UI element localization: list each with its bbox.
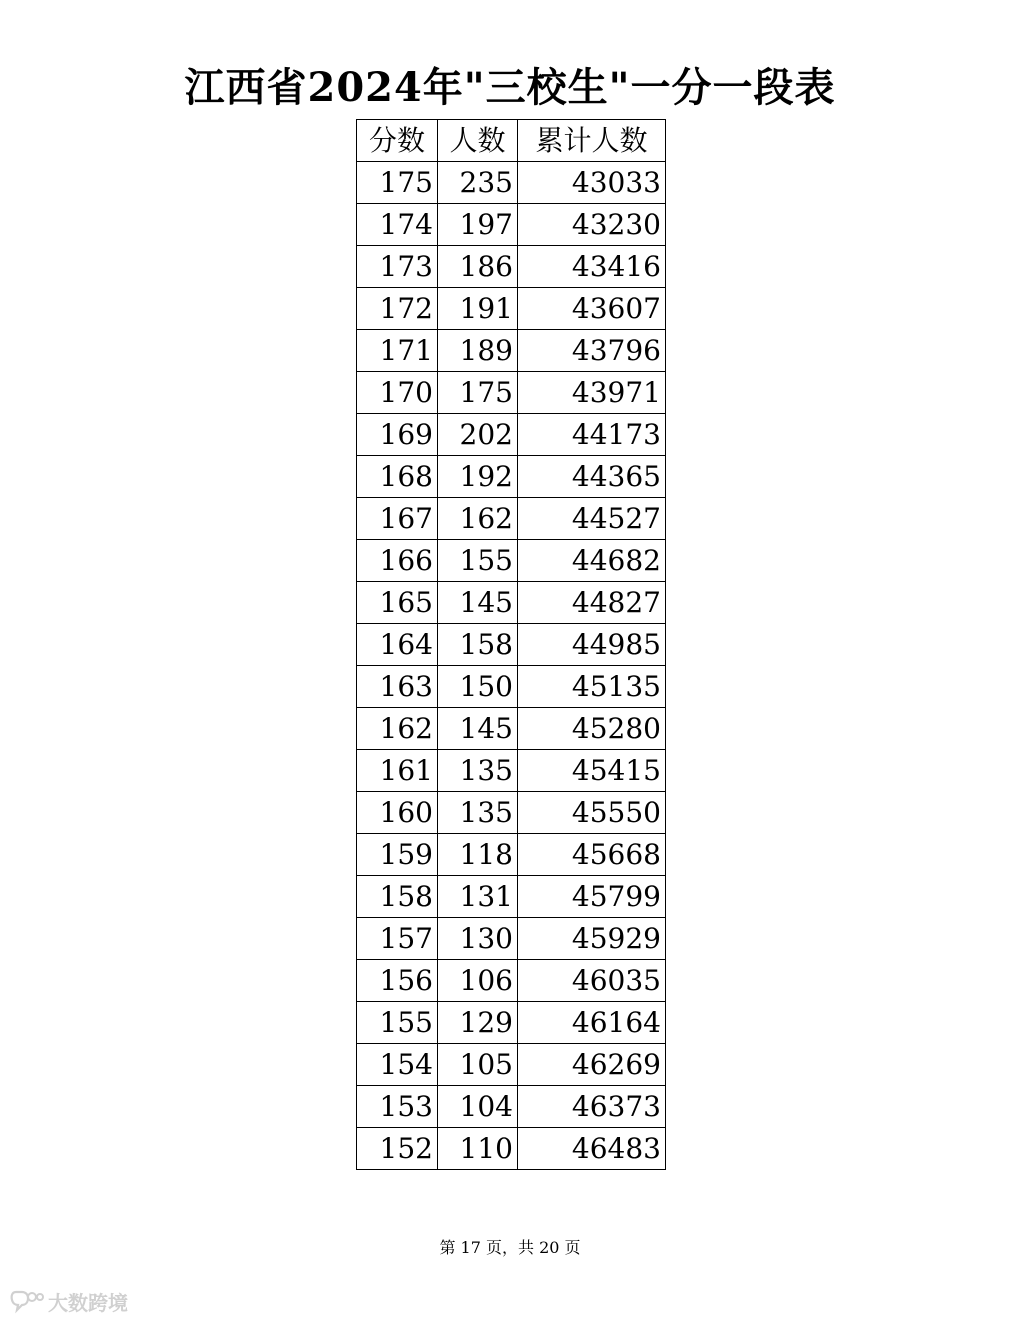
table-row [357, 750, 666, 792]
cell-cumulative: 45668 [518, 834, 666, 876]
score-distribution-table [356, 119, 666, 1170]
cell-cumulative: 46483 [518, 1128, 666, 1170]
cell-count: 104 [438, 1086, 518, 1128]
cell-count: 110 [438, 1128, 518, 1170]
cell-cumulative: 43416 [518, 246, 666, 288]
cell-count: 189 [438, 330, 518, 372]
table-row [357, 708, 666, 750]
page-footer: 第 17 页，共 20 页 [439, 1238, 581, 1257]
table-row [357, 414, 666, 456]
table-row [357, 834, 666, 876]
cell-cumulative: 43607 [518, 288, 666, 330]
table-row [357, 624, 666, 666]
header-count: 人数 [438, 120, 518, 162]
cell-score: 175 [357, 162, 438, 204]
cell-cumulative: 44985 [518, 624, 666, 666]
table-row [357, 1128, 666, 1170]
header-cumulative: 累计人数 [518, 120, 666, 162]
cell-count: 235 [438, 162, 518, 204]
cell-count: 145 [438, 582, 518, 624]
cell-cumulative: 44682 [518, 540, 666, 582]
cell-cumulative: 43230 [518, 204, 666, 246]
cell-score: 155 [357, 1002, 438, 1044]
cell-cumulative: 44527 [518, 498, 666, 540]
cell-cumulative: 46164 [518, 1002, 666, 1044]
table-row [357, 246, 666, 288]
table-header-row [357, 120, 666, 162]
cell-count: 106 [438, 960, 518, 1002]
cell-cumulative: 44365 [518, 456, 666, 498]
cell-cumulative: 45135 [518, 666, 666, 708]
cell-count: 105 [438, 1044, 518, 1086]
table-row [357, 162, 666, 204]
cell-count: 145 [438, 708, 518, 750]
cell-score: 163 [357, 666, 438, 708]
table-row [357, 288, 666, 330]
table-row [357, 876, 666, 918]
table-row [357, 498, 666, 540]
cell-cumulative: 45415 [518, 750, 666, 792]
cell-count: 186 [438, 246, 518, 288]
cell-cumulative: 45929 [518, 918, 666, 960]
cell-cumulative: 45799 [518, 876, 666, 918]
cell-cumulative: 45550 [518, 792, 666, 834]
cell-count: 135 [438, 792, 518, 834]
speech-bubble-logo-icon [10, 1288, 44, 1314]
page-title: 江西省2024年"三校生"一分一段表 [184, 64, 836, 111]
cell-score: 152 [357, 1128, 438, 1170]
table-body [357, 162, 666, 1170]
cell-score: 168 [357, 456, 438, 498]
watermark-text: 大数跨境 [48, 1290, 128, 1315]
cell-score: 170 [357, 372, 438, 414]
cell-count: 130 [438, 918, 518, 960]
table-row [357, 1086, 666, 1128]
table-row [357, 330, 666, 372]
cell-score: 165 [357, 582, 438, 624]
cell-score: 159 [357, 834, 438, 876]
cell-score: 154 [357, 1044, 438, 1086]
cell-score: 153 [357, 1086, 438, 1128]
cell-score: 164 [357, 624, 438, 666]
cell-count: 155 [438, 540, 518, 582]
cell-count: 129 [438, 1002, 518, 1044]
cell-score: 166 [357, 540, 438, 582]
table-row [357, 792, 666, 834]
table-row [357, 666, 666, 708]
table-row [357, 540, 666, 582]
cell-count: 175 [438, 372, 518, 414]
table-row [357, 204, 666, 246]
table-row [357, 1044, 666, 1086]
cell-score: 160 [357, 792, 438, 834]
cell-score: 162 [357, 708, 438, 750]
cell-count: 197 [438, 204, 518, 246]
table-row [357, 918, 666, 960]
table-row [357, 582, 666, 624]
cell-cumulative: 44827 [518, 582, 666, 624]
cell-score: 161 [357, 750, 438, 792]
watermark [10, 1286, 128, 1316]
cell-score: 157 [357, 918, 438, 960]
cell-cumulative: 44173 [518, 414, 666, 456]
cell-cumulative: 46373 [518, 1086, 666, 1128]
table-row [357, 456, 666, 498]
cell-score: 171 [357, 330, 438, 372]
table-row [357, 960, 666, 1002]
cell-cumulative: 43033 [518, 162, 666, 204]
cell-count: 191 [438, 288, 518, 330]
cell-score: 158 [357, 876, 438, 918]
cell-cumulative: 43971 [518, 372, 666, 414]
cell-count: 192 [438, 456, 518, 498]
cell-score: 172 [357, 288, 438, 330]
cell-score: 173 [357, 246, 438, 288]
cell-count: 135 [438, 750, 518, 792]
cell-score: 169 [357, 414, 438, 456]
cell-score: 167 [357, 498, 438, 540]
cell-count: 158 [438, 624, 518, 666]
cell-count: 150 [438, 666, 518, 708]
cell-score: 174 [357, 204, 438, 246]
cell-cumulative: 45280 [518, 708, 666, 750]
table-row [357, 1002, 666, 1044]
cell-cumulative: 46269 [518, 1044, 666, 1086]
cell-count: 131 [438, 876, 518, 918]
cell-cumulative: 43796 [518, 330, 666, 372]
table-row [357, 372, 666, 414]
cell-count: 162 [438, 498, 518, 540]
cell-cumulative: 46035 [518, 960, 666, 1002]
header-score: 分数 [357, 120, 438, 162]
cell-score: 156 [357, 960, 438, 1002]
cell-count: 202 [438, 414, 518, 456]
cell-count: 118 [438, 834, 518, 876]
